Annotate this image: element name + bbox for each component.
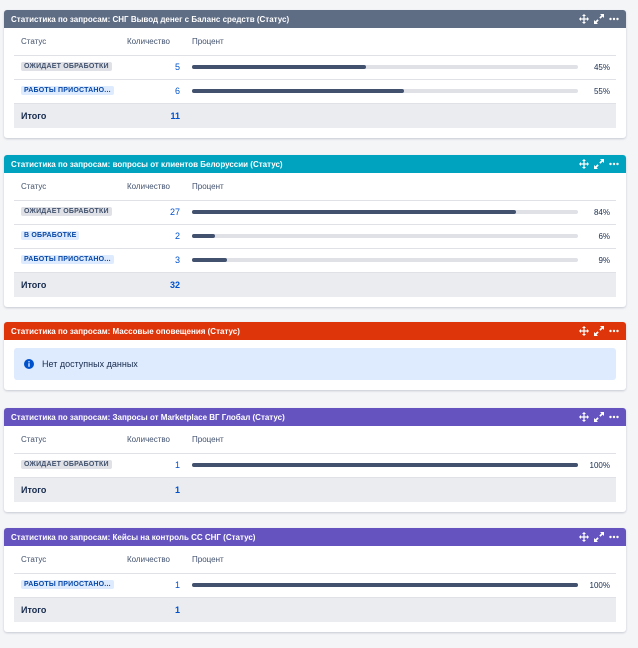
status-lozenge[interactable]: ОЖИДАЕТ ОБРАБОТКИ <box>21 62 112 71</box>
gadget-header[interactable] <box>4 10 626 28</box>
no-data-text: Нет доступных данных <box>42 359 138 369</box>
table-row <box>14 248 616 272</box>
move-icon[interactable] <box>579 532 589 542</box>
total-label: Итого <box>14 597 127 622</box>
total-row <box>14 103 616 128</box>
table-row <box>14 573 616 597</box>
stats-table <box>14 28 616 128</box>
more-icon[interactable] <box>609 159 619 169</box>
status-lozenge[interactable]: В ОБРАБОТКЕ <box>21 231 79 240</box>
total-count-link[interactable]: 1 <box>174 604 180 615</box>
move-icon[interactable] <box>579 14 589 24</box>
percent-bar <box>192 583 578 587</box>
status-lozenge[interactable]: РАБОТЫ ПРИОСТАНО... <box>21 86 114 95</box>
status-lozenge[interactable]: ОЖИДАЕТ ОБРАБОТКИ <box>21 207 112 216</box>
count-link[interactable]: 2 <box>174 231 180 241</box>
move-icon[interactable] <box>579 326 589 336</box>
col-percent-header: Процент <box>192 546 584 573</box>
count-link[interactable]: 3 <box>174 255 180 265</box>
move-icon[interactable] <box>579 412 589 422</box>
status-lozenge[interactable]: РАБОТЫ ПРИОСТАНО... <box>21 580 114 589</box>
total-count-link[interactable]: 32 <box>169 279 180 290</box>
gadget-title: Статистика по запросам: Запросы от Marketplace ВГ Глобал (Статус) <box>11 412 285 422</box>
percent-bar <box>192 65 578 69</box>
gadget-mass-notifications <box>4 322 626 390</box>
percent-value: 84% <box>584 200 616 224</box>
col-count-header: Количество <box>127 546 192 573</box>
percent-value: 55% <box>584 79 616 103</box>
col-percent-header: Процент <box>192 173 584 200</box>
col-percent-header: Процент <box>192 426 584 453</box>
status-lozenge[interactable]: РАБОТЫ ПРИОСТАНО... <box>21 255 114 264</box>
gadget-title: Статистика по запросам: вопросы от клиентов Белоруссии (Статус) <box>11 159 283 169</box>
count-link[interactable]: 5 <box>174 62 180 72</box>
percent-value: 6% <box>584 224 616 248</box>
count-link[interactable]: 1 <box>174 580 180 590</box>
count-link[interactable]: 1 <box>174 460 180 470</box>
col-status-header: Статус <box>14 546 127 573</box>
percent-bar <box>192 210 578 214</box>
total-row <box>14 477 616 502</box>
percent-value: 9% <box>584 248 616 272</box>
total-count-link[interactable]: 11 <box>170 110 180 121</box>
expand-icon[interactable] <box>594 326 604 336</box>
percent-bar <box>192 463 578 467</box>
more-icon[interactable] <box>609 326 619 336</box>
gadget-header[interactable] <box>4 155 626 173</box>
table-row <box>14 55 616 79</box>
gadget-sng-withdrawal <box>4 10 626 138</box>
expand-icon[interactable] <box>594 159 604 169</box>
expand-icon[interactable] <box>594 14 604 24</box>
gadget-title: Статистика по запросам: Кейсы на контроль СС СНГ (Статус) <box>11 532 256 542</box>
table-row <box>14 453 616 477</box>
gadget-header[interactable] <box>4 322 626 340</box>
more-icon[interactable] <box>609 14 619 24</box>
table-row <box>14 200 616 224</box>
status-lozenge[interactable]: ОЖИДАЕТ ОБРАБОТКИ <box>21 460 112 469</box>
gadget-belarus-questions <box>4 155 626 307</box>
col-count-header: Количество <box>127 426 192 453</box>
percent-bar <box>192 258 578 262</box>
percent-bar <box>192 234 578 238</box>
total-label: Итого <box>14 103 127 128</box>
total-label: Итого <box>14 272 127 297</box>
col-count-header: Количество <box>127 28 192 55</box>
total-count-link[interactable]: 1 <box>174 484 180 495</box>
stats-table <box>14 546 616 622</box>
gadget-title: Статистика по запросам: Массовые оповещения (Статус) <box>11 326 240 336</box>
table-row <box>14 79 616 103</box>
stats-table <box>14 173 616 297</box>
no-data-message <box>14 348 616 380</box>
percent-value: 100% <box>584 453 616 477</box>
info-icon <box>24 359 34 369</box>
col-percent-header: Процент <box>192 28 584 55</box>
gadget-title: Статистика по запросам: СНГ Вывод денег с Баланс средств (Статус) <box>11 14 290 24</box>
percent-value: 45% <box>584 55 616 79</box>
col-status-header: Статус <box>14 28 127 55</box>
col-status-header: Статус <box>14 426 127 453</box>
gadget-header[interactable] <box>4 408 626 426</box>
percent-value: 100% <box>584 573 616 597</box>
total-row <box>14 597 616 622</box>
count-link[interactable]: 27 <box>169 207 180 217</box>
col-status-header: Статус <box>14 173 127 200</box>
total-label: Итого <box>14 477 127 502</box>
col-count-header: Количество <box>127 173 192 200</box>
table-row <box>14 224 616 248</box>
gadget-marketplace-requests <box>4 408 626 512</box>
more-icon[interactable] <box>609 532 619 542</box>
percent-bar <box>192 89 578 93</box>
total-row <box>14 272 616 297</box>
gadget-control-cases <box>4 528 626 632</box>
expand-icon[interactable] <box>594 412 604 422</box>
gadget-header[interactable] <box>4 528 626 546</box>
stats-table <box>14 426 616 502</box>
expand-icon[interactable] <box>594 532 604 542</box>
move-icon[interactable] <box>579 159 589 169</box>
count-link[interactable]: 6 <box>174 86 180 96</box>
more-icon[interactable] <box>609 412 619 422</box>
